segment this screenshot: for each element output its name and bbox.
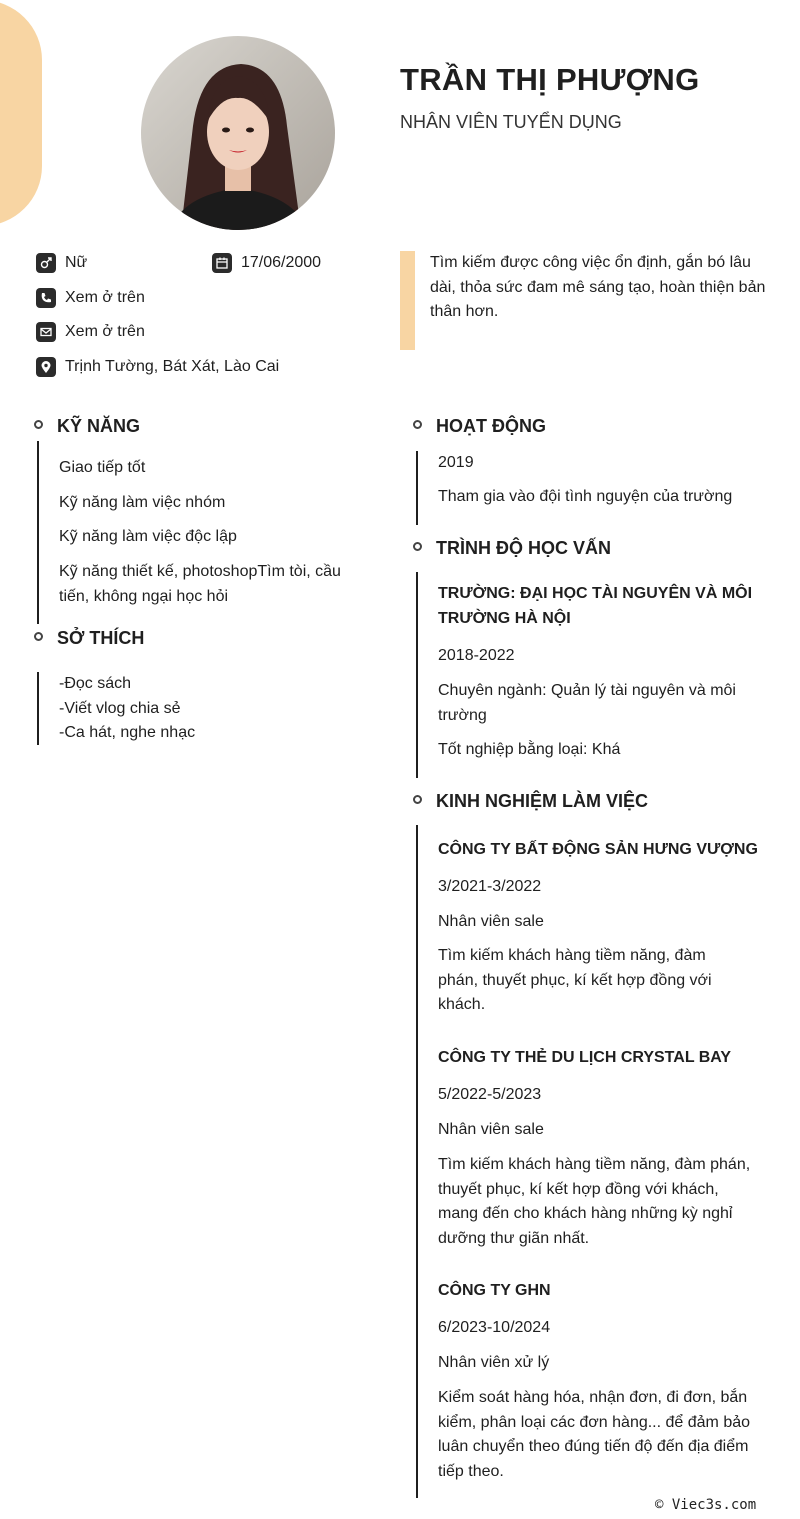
education-section-title: TRÌNH ĐỘ HỌC VẤN — [436, 538, 611, 558]
calendar-icon — [212, 253, 232, 273]
footer-credit: © Viec3s.com — [655, 1497, 757, 1513]
address-value: Trịnh Tường, Bát Xát, Lào Cai — [65, 358, 280, 375]
job-period: 6/2023-10/2024 — [438, 1319, 551, 1336]
job-period: 3/2021-3/2022 — [438, 878, 542, 895]
education-grade: Tốt nghiệp bằng loại: Khá — [438, 741, 621, 758]
section-bullet — [34, 420, 43, 429]
education-major: Chuyên ngành: Quản lý tài nguyên và môi trường — [438, 682, 736, 724]
education-timeline-line — [416, 572, 418, 778]
company-name: CÔNG TY GHN — [438, 1282, 551, 1299]
skill-item: Kỹ năng thiết kế, photoshopTìm tòi, cầu tiến, không ngại học hỏi — [59, 563, 341, 605]
birthdate-value: 17/06/2000 — [241, 254, 322, 271]
skill-item: Giao tiếp tốt — [59, 459, 146, 476]
hobby-item: -Ca hát, nghe nhạc — [59, 724, 196, 741]
email-value: Xem ở trên — [65, 323, 145, 340]
job-title: NHÂN VIÊN TUYỂN DỤNG — [400, 112, 622, 132]
phone-icon — [36, 288, 56, 308]
activities-timeline-line — [416, 451, 418, 525]
gender-icon — [36, 253, 56, 273]
phone-row — [36, 288, 145, 308]
job-description: Kiểm soát hàng hóa, nhận đơn, đi đơn, bắn kiểm, phân loại các đơn hàng... để đảm bảo luân chuyển theo đúng tiến độ đến địa điểm tiếp theo. — [438, 1389, 751, 1480]
activities-section-title: HOẠT ĐỘNG — [436, 416, 546, 436]
section-bullet — [413, 542, 422, 551]
candidate-name: TRẦN THỊ PHƯỢNG — [400, 62, 700, 97]
company-name: CÔNG TY BẤT ĐỘNG SẢN HƯNG VƯỢNG — [438, 841, 758, 858]
birthdate-row — [212, 253, 321, 273]
activity-year: 2019 — [438, 454, 474, 471]
company-name: CÔNG TY THẺ DU LỊCH CRYSTAL BAY — [438, 1049, 732, 1066]
hobby-item: -Viết vlog chia sẻ — [59, 700, 181, 717]
address-row — [36, 357, 279, 377]
job-description: Tìm kiếm khách hàng tiềm năng, đàm phán, thuyết phục, kí kết hợp đồng với khách. — [438, 947, 712, 1013]
phone-value: Xem ở trên — [65, 289, 145, 306]
objective-accent-bar — [400, 251, 415, 350]
email-row — [36, 322, 145, 342]
section-bullet — [413, 795, 422, 804]
map-pin-icon — [36, 357, 56, 377]
section-bullet — [413, 420, 422, 429]
envelope-icon — [36, 322, 56, 342]
activity-description: Tham gia vào đội tình nguyện của trường — [438, 488, 733, 505]
experience-section-title: KINH NGHIỆM LÀM VIỆC — [436, 791, 649, 811]
skills-timeline-line — [37, 441, 39, 624]
hobbies-timeline-line — [37, 672, 39, 745]
section-bullet — [34, 632, 43, 641]
hobbies-section-title: SỞ THÍCH — [57, 628, 145, 648]
job-position: Nhân viên sale — [438, 1121, 544, 1138]
avatar — [141, 36, 335, 230]
education-period: 2018-2022 — [438, 647, 515, 664]
hobby-item: -Đọc sách — [59, 675, 132, 692]
skills-section-title: KỸ NĂNG — [57, 416, 141, 436]
decorative-accent-shape — [0, 0, 42, 226]
job-description: Tìm kiếm khách hàng tiềm năng, đàm phán, thuyết phục, kí kết hợp đồng với khách, mang đến cho khách hàng những kỳ nghỉ dưỡng thư giãn nhất. — [438, 1156, 751, 1247]
experience-timeline-line — [416, 825, 418, 1498]
career-objective: Tìm kiếm được công việc ổn định, gắn bó lâu dài, thỏa sức đam mê sáng tạo, hoàn thiện bản thân hơn. — [430, 254, 766, 320]
skill-item: Kỹ năng làm việc độc lập — [59, 528, 237, 545]
job-position: Nhân viên xử lý — [438, 1354, 550, 1371]
job-period: 5/2022-5/2023 — [438, 1086, 542, 1103]
job-position: Nhân viên sale — [438, 913, 544, 930]
school-name: TRƯỜNG: ĐẠI HỌC TÀI NGUYÊN VÀ MÔI TRƯỜNG HÀ NỘI — [438, 585, 753, 627]
skill-item: Kỹ năng làm việc nhóm — [59, 494, 226, 511]
gender-value: Nữ — [65, 254, 88, 271]
gender-row — [36, 253, 87, 273]
